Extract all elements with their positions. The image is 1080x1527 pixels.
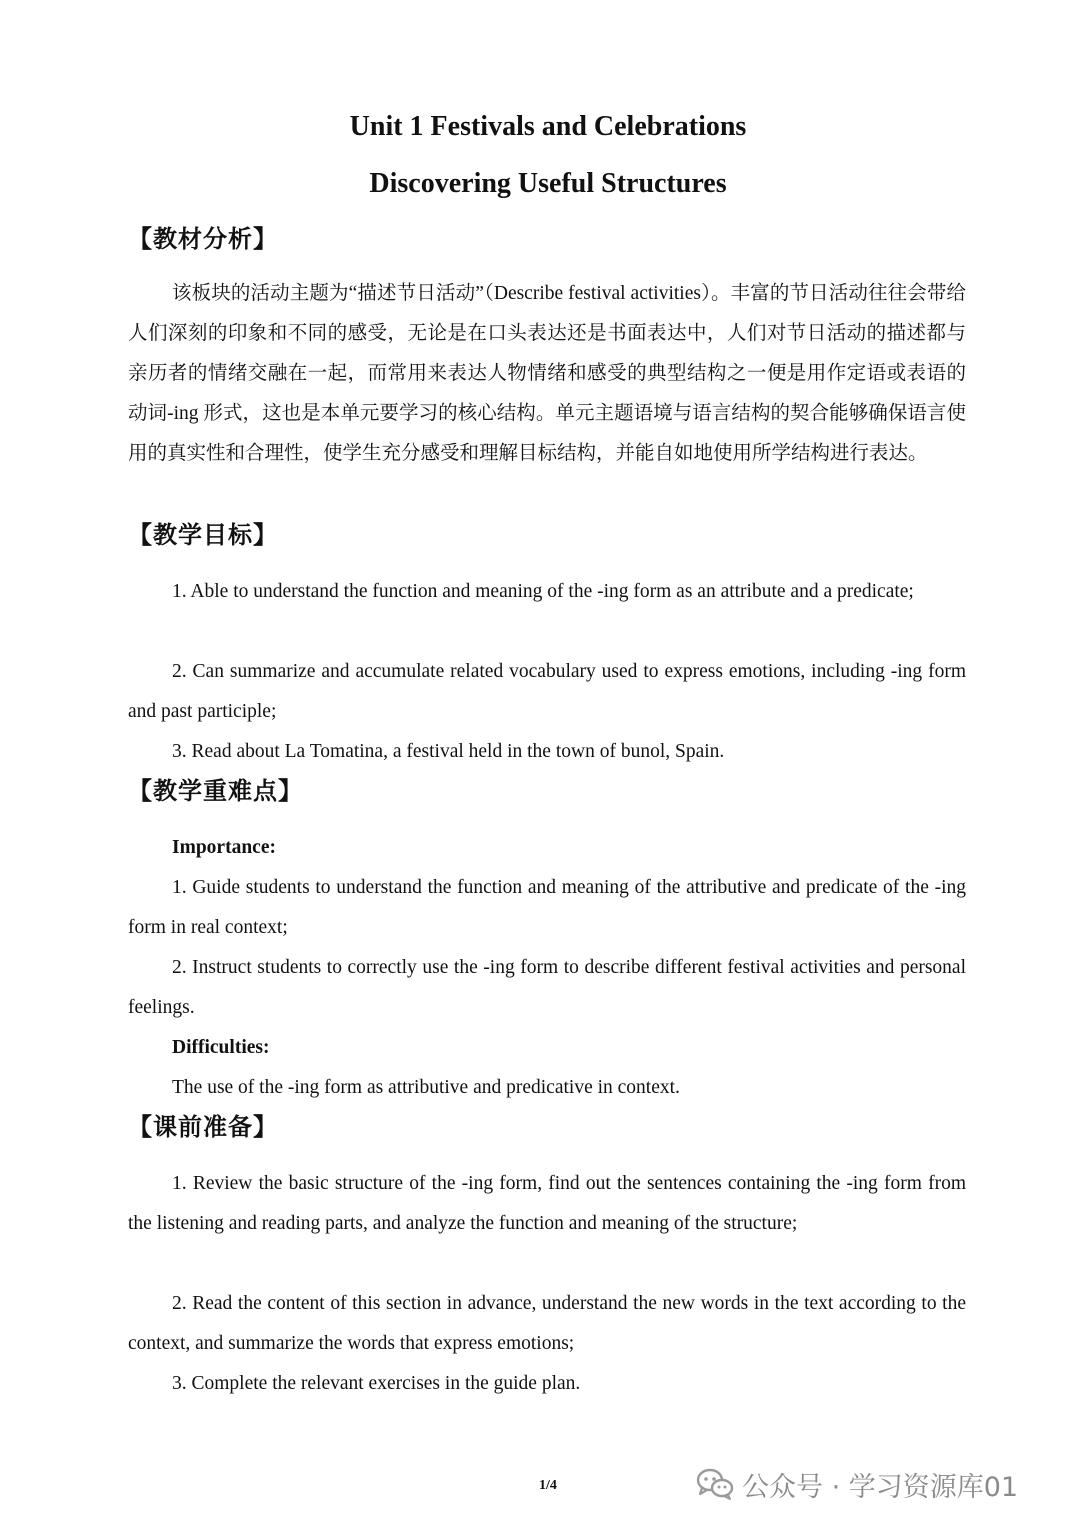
objective-item: 2. Can summarize and accumulate related vocabulary used to express emotions, including -ing form and past participle; xyxy=(128,661,966,722)
preparation-item: 2. Read the content of this section in advance, understand the new words in the text according to the context, and summarize the words that express emotions; xyxy=(128,1293,966,1354)
objective-item: 1. Able to understand the function and meaning of the -ing form as an attribute and a predicate; xyxy=(172,581,914,602)
preparation-item: 1. Review the basic structure of the -ing form, find out the sentences containing the -ing form from the listening and reading parts, and analyze the function and meaning of the structure; xyxy=(128,1173,966,1234)
watermark xyxy=(696,1464,1018,1504)
wechat-icon xyxy=(696,1467,734,1501)
difficulties-label: Difficulties: xyxy=(172,1037,270,1058)
analysis-paragraph: 该板块的活动主题为“描述节日活动”（Describe festival activities）。丰富的节日活动往往会带给人们深刻的印象和不同的感受，无论是在口头表达还是书面表达中，人们对节日活动的描述都与亲历者的情绪交融在一起，而常用来表达人物情绪和感受的典型结构之一便是用作定语或表语的动词-ing 形式，这也是本单元要学习的核心结构。单元主题语境与语言结构的契合能够确保语言使用的真实性和合理性，使学生充分感受和理解目标结构，并能自如地使用所学结构进行表达。 xyxy=(128,283,966,464)
section-heading-key-points: 【教学重难点】 xyxy=(128,779,303,805)
watermark-text: 公众号 · 学习资源库01 xyxy=(742,1471,1019,1503)
importance-label: Importance: xyxy=(172,837,276,858)
difficulties-text: The use of the -ing form as attributive and predicative in context. xyxy=(172,1077,680,1098)
importance-item: 2. Instruct students to correctly use the -ing form to describe different festival activities and personal feelings. xyxy=(128,957,966,1018)
document-subtitle: Discovering Useful Structures xyxy=(369,168,727,199)
objective-item: 3. Read about La Tomatina, a festival held in the town of bunol, Spain. xyxy=(172,741,725,762)
page-number: 1/4 xyxy=(539,1478,557,1493)
section-heading-objectives: 【教学目标】 xyxy=(128,523,278,549)
preparation-item: 3. Complete the relevant exercises in the guide plan. xyxy=(172,1373,581,1394)
section-heading-preparation: 【课前准备】 xyxy=(128,1115,278,1141)
document-title: Unit 1 Festivals and Celebrations xyxy=(349,111,747,142)
section-heading-analysis: 【教材分析】 xyxy=(128,227,278,253)
importance-item: 1. Guide students to understand the function and meaning of the attributive and predicate of the -ing form in real context; xyxy=(128,877,966,938)
